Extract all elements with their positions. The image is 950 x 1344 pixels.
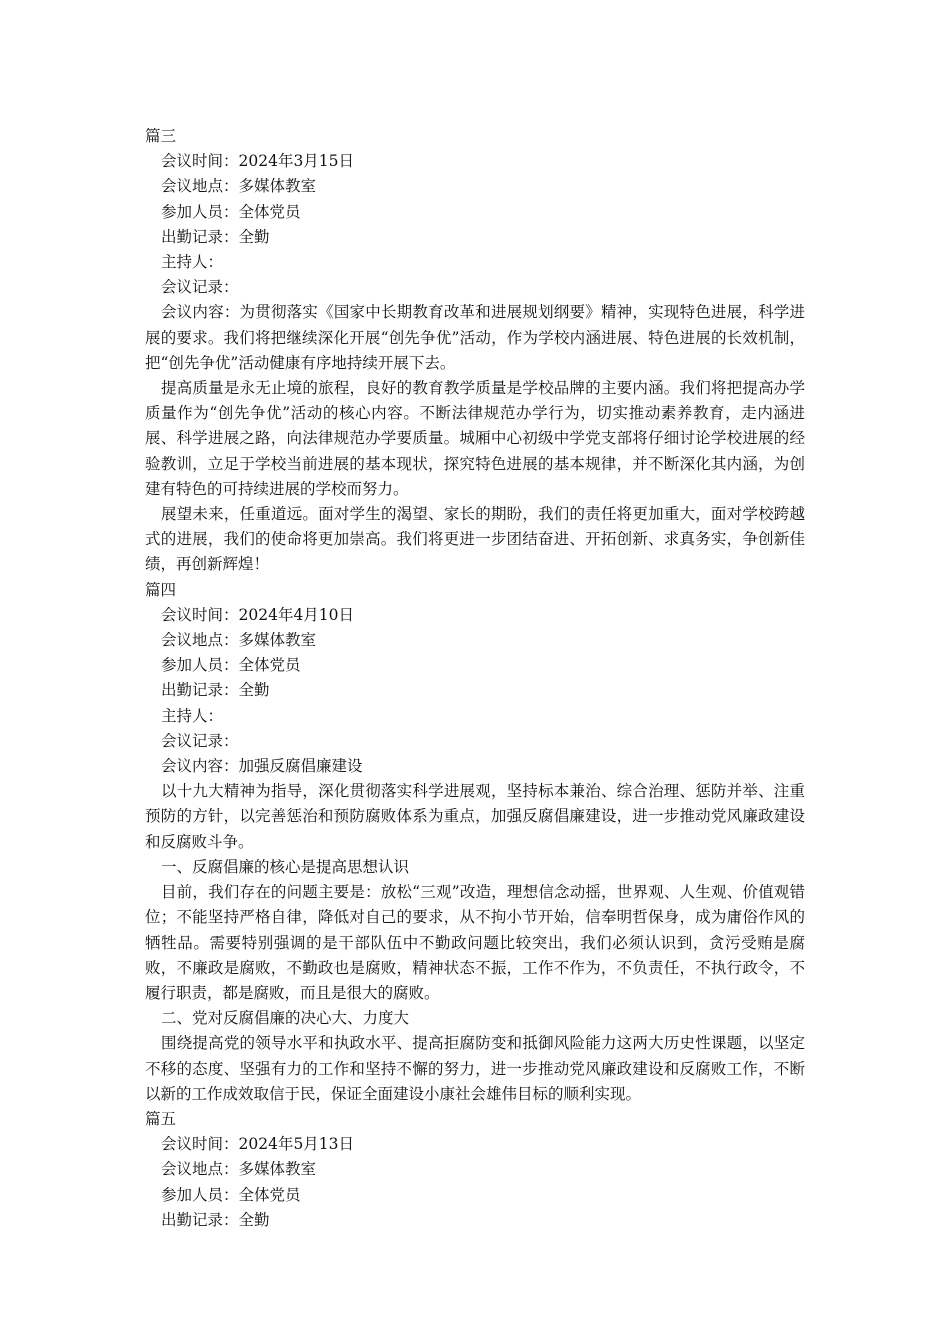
section-pian-wu bbox=[145, 1107, 805, 1233]
meeting-time: 会议时间：2024年5月13日 bbox=[161, 1135, 355, 1154]
attendance-record: 出勤记录：全勤 bbox=[161, 681, 270, 700]
meeting-attendees: 参加人员：全体党员 bbox=[161, 202, 301, 221]
meeting-location: 会议地点：多媒体教室 bbox=[161, 631, 317, 650]
content-paragraph: 展望未来，任重道远。面对学生的渴望、家长的期盼，我们的责任将更加重大，面对学校跨越式的进展，我们的使命将更加崇高。我们将更进一步团结奋进、开拓创新、求真务实，争创新佳绩，再创新辉煌！ bbox=[145, 505, 805, 574]
meeting-location: 会议地点：多媒体教室 bbox=[161, 1160, 317, 1179]
meeting-recorder: 会议记录： bbox=[161, 731, 239, 750]
section-title: 篇三 bbox=[145, 127, 177, 145]
section-pian-san bbox=[145, 124, 805, 578]
content-paragraph: 提高质量是永无止境的旅程，良好的教育教学质量是学校品牌的主要内涵。我们将把提高办学质量作为“创先争优”活动的核心内容。不断法律规范办学行为，切实推动素养教育，走内涵进展、科学进展之路，向法律规范办学要质量。城厢中心初级中学党支部将仔细讨论学校进展的经验教训，立足于学校当前进展的基本现状，探究特色进展的基本规律，并不断深化其内涵，为创建有特色的可持续进展的学校而努力。 bbox=[145, 379, 805, 498]
meeting-host: 主持人： bbox=[161, 253, 224, 272]
attendance-record: 出勤记录：全勤 bbox=[161, 227, 270, 246]
meeting-time: 会议时间：2024年3月15日 bbox=[161, 152, 355, 171]
meeting-host: 主持人： bbox=[161, 706, 224, 725]
document-page bbox=[145, 124, 805, 1233]
subheading: 二、党对反腐倡廉的决心大、力度大 bbox=[161, 1009, 410, 1028]
attendance-record: 出勤记录：全勤 bbox=[161, 1210, 270, 1229]
meeting-attendees: 参加人员：全体党员 bbox=[161, 1185, 301, 1204]
meeting-attendees: 参加人员：全体党员 bbox=[161, 656, 301, 675]
section-pian-si bbox=[145, 578, 805, 1107]
meeting-content: 会议内容：加强反腐倡廉建设 bbox=[161, 757, 363, 776]
content-paragraph: 以十九大精神为指导，深化贯彻落实科学进展观，坚持标本兼治、综合治理、惩防并举、注重预防的方针，以完善惩治和预防腐败体系为重点，加强反腐倡廉建设，进一步推动党风廉政建设和反腐败斗争。 bbox=[145, 782, 805, 851]
meeting-recorder: 会议记录： bbox=[161, 278, 239, 297]
subheading: 一、反腐倡廉的核心是提高思想认识 bbox=[161, 857, 410, 876]
content-paragraph: 会议内容：为贯彻落实《国家中长期教育改革和进展规划纲要》精神，实现特色进展，科学进展的要求。我们将把继续深化开展“创先争优”活动，作为学校内涵进展、特色进展的长效机制，把“创先争优”活动健康有序地持续开展下去。 bbox=[145, 303, 805, 372]
meeting-time: 会议时间：2024年4月10日 bbox=[161, 605, 355, 624]
meeting-location: 会议地点：多媒体教室 bbox=[161, 177, 317, 196]
content-paragraph: 目前，我们存在的问题主要是：放松“三观”改造，理想信念动摇，世界观、人生观、价值观错位；不能坚持严格自律，降低对自己的要求，从不拘小节开始，信奉明哲保身，成为庸俗作风的牺牲品。需要特别强调的是干部队伍中不勤政问题比较突出，我们必须认识到，贪污受贿是腐败，不廉政是腐败，不勤政也是腐败，精神状态不振，工作不作为，不负责任，不执行政令，不履行职责，都是腐败，而且是很大的腐败。 bbox=[145, 883, 805, 1002]
section-title: 篇四 bbox=[145, 580, 177, 599]
content-paragraph: 围绕提高党的领导水平和执政水平、提高拒腐防变和抵御风险能力这两大历史性课题，以坚定不移的态度、坚强有力的工作和坚持不懈的努力，进一步推动党风廉政建设和反腐败工作，不断以新的工作成效取信于民，保证全面建设小康社会雄伟目标的顺利实现。 bbox=[145, 1034, 805, 1103]
section-title: 篇五 bbox=[145, 1109, 177, 1128]
